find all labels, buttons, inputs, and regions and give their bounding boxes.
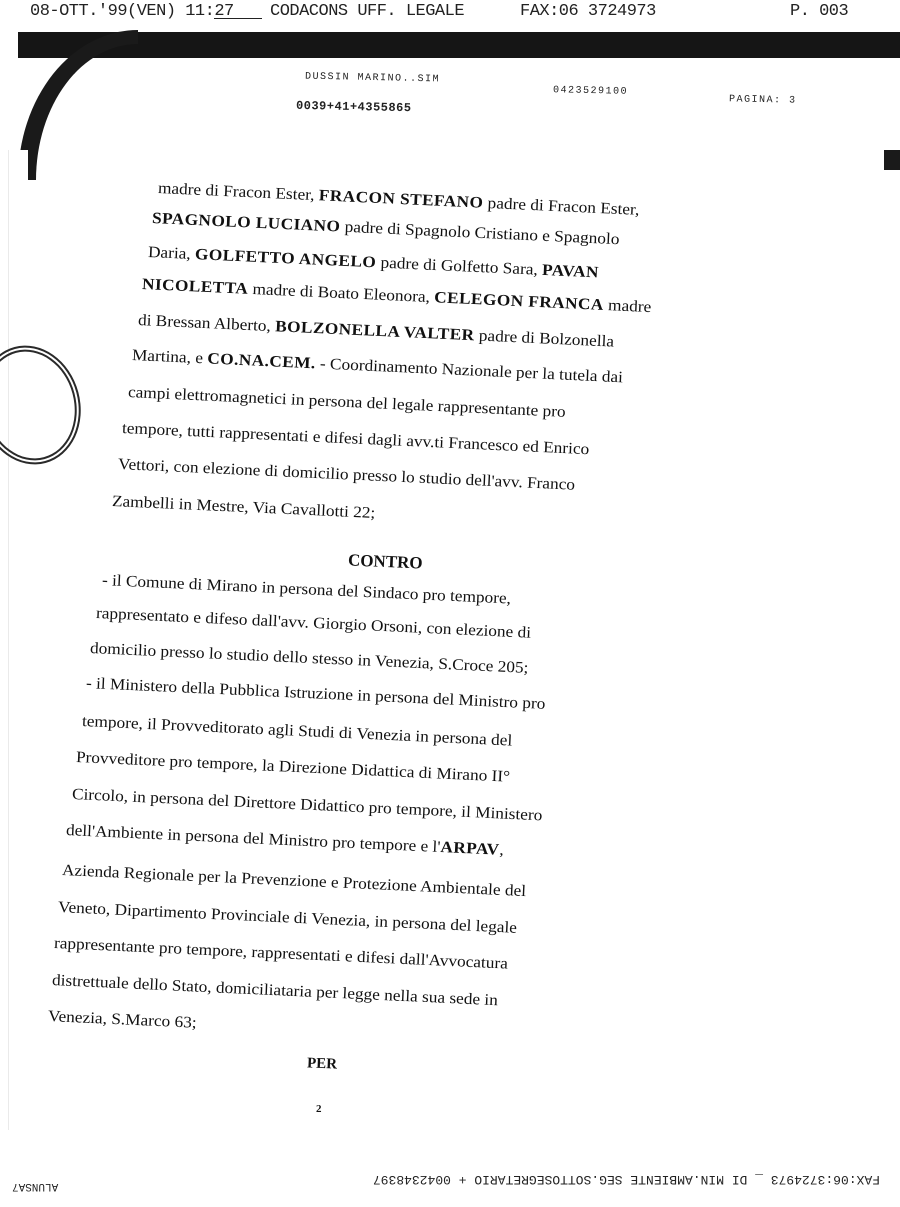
bold-name: CO.NA.CEM.: [206, 350, 317, 373]
text-span: padre di Fracon Ester,: [482, 194, 640, 219]
page-number: 2: [316, 1103, 322, 1115]
text-span: tempore, il Provveditorato agli Studi di Venezia in persona del: [81, 713, 513, 750]
inner-page: PAGINA: 3: [728, 94, 797, 107]
text-span: di Bressan Alberto,: [137, 312, 276, 336]
text-line: [148, 244, 600, 282]
text-line: [66, 822, 505, 860]
text-span: Vettori, con elezione di domicilio presso lo studio dell'avv. Franco: [117, 456, 576, 494]
text-span: Provveditore pro tempore, la Direzione Didattica di Mirano II°: [75, 749, 511, 786]
text-span: Veneto, Dipartimento Provinciale di Venezia, in persona del legale: [57, 899, 518, 937]
text-line: [102, 572, 512, 609]
text-span: dell'Ambiente in persona del Ministro pro tempore e l': [65, 822, 441, 856]
heading-per: PER: [306, 1055, 338, 1073]
text-span: padre di Spagnolo Cristiano e Spagnolo: [339, 218, 620, 249]
text-span: madre: [603, 296, 652, 317]
fax-date: 08-OTT.'99(VEN) 11:27: [30, 2, 234, 21]
text-span: padre di Golfetto Sara,: [375, 254, 543, 279]
text-span: Venezia, S.Marco 63;: [47, 1008, 198, 1032]
text-line: [128, 384, 566, 422]
text-line: [48, 1008, 197, 1033]
text-span: ,: [499, 841, 505, 859]
text-line: [132, 347, 624, 387]
text-line: [152, 210, 620, 249]
inner-fax-number: 0039+41+4355865: [295, 98, 412, 116]
fax-footer-inverted: FAX:06:3724973 _ DI MIN.AMBIENTE SEG.SOTTOSEGRETARIO + 0042348397: [372, 1172, 880, 1187]
bold-name: PAVAN: [541, 261, 600, 282]
bold-name: GOLFETTO ANGELO: [194, 246, 377, 272]
text-line: [72, 786, 543, 825]
text-span: Martina, e: [131, 347, 208, 368]
text-span: rappresentante pro tempore, rappresentati e difesi dall'Avvocatura: [53, 935, 509, 973]
text-span: - il Comune di Mirano in persona del Sindaco pro tempore,: [101, 572, 512, 608]
text-line: [58, 899, 518, 938]
text-span: - Coordinamento Nazionale per la tutela dai: [315, 355, 624, 387]
text-line: [54, 935, 509, 974]
text-span: madre di Fracon Ester,: [157, 180, 320, 205]
text-span: madre di Boato Eleonora,: [247, 280, 435, 307]
bold-name: CELEGON FRANCA: [433, 289, 605, 314]
text-line: [142, 276, 652, 317]
bold-name: SPAGNOLO LUCIANO: [151, 210, 341, 236]
text-line: [82, 713, 513, 751]
bold-name: NICOLETTA: [141, 276, 249, 298]
text-line: [112, 493, 376, 523]
text-span: Daria,: [147, 244, 196, 264]
bold-name: FRACON STEFANO: [318, 187, 484, 212]
inner-sender: DUSSIN MARINO..SIM: [304, 71, 441, 86]
bold-name: ARPAV: [440, 839, 500, 859]
text-span: - il Ministero della Pubblica Istruzione in persona del Ministro pro: [85, 675, 546, 713]
text-line: [118, 456, 576, 495]
inner-phone: 0423529100: [552, 85, 629, 98]
heading-contro: CONTRO: [347, 550, 424, 573]
fax-footer-code: ALUNSA7: [12, 1180, 59, 1192]
text-span: distrettuale dello Stato, domiciliataria per legge nella sua sede in: [51, 972, 499, 1010]
fax-number: FAX:06 3724973: [520, 2, 656, 21]
fax-page: P. 003: [790, 2, 849, 21]
text-line: [86, 675, 546, 714]
text-span: Azienda Regionale per la Prevenzione e Protezione Ambientale del: [61, 862, 527, 901]
fax-office: CODACONS UFF. LEGALE: [270, 2, 465, 21]
text-line: [62, 862, 527, 901]
text-span: Zambelli in Mestre, Via Cavallotti 22;: [111, 493, 376, 522]
text-line: [76, 749, 511, 787]
text-span: padre di Bolzonella: [474, 327, 615, 351]
text-span: rappresentato e difeso dall'avv. Giorgio Orsoni, con elezione di: [95, 605, 532, 642]
text-line: [52, 972, 499, 1010]
text-span: domicilio presso lo studio dello stesso in Venezia, S.Croce 205;: [89, 640, 529, 677]
text-line: [90, 640, 529, 678]
text-span: campi elettromagnetici in persona del legale rappresentante pro: [127, 384, 567, 421]
bold-name: BOLZONELLA VALTER: [274, 318, 475, 345]
text-line: [96, 605, 532, 643]
text-span: Circolo, in persona del Direttore Didattico pro tempore, il Ministero: [71, 786, 543, 825]
text-line: [138, 312, 615, 352]
text-line: [122, 420, 590, 459]
text-span: tempore, tutti rappresentati e difesi dagli avv.ti Francesco ed Enrico: [121, 420, 590, 459]
